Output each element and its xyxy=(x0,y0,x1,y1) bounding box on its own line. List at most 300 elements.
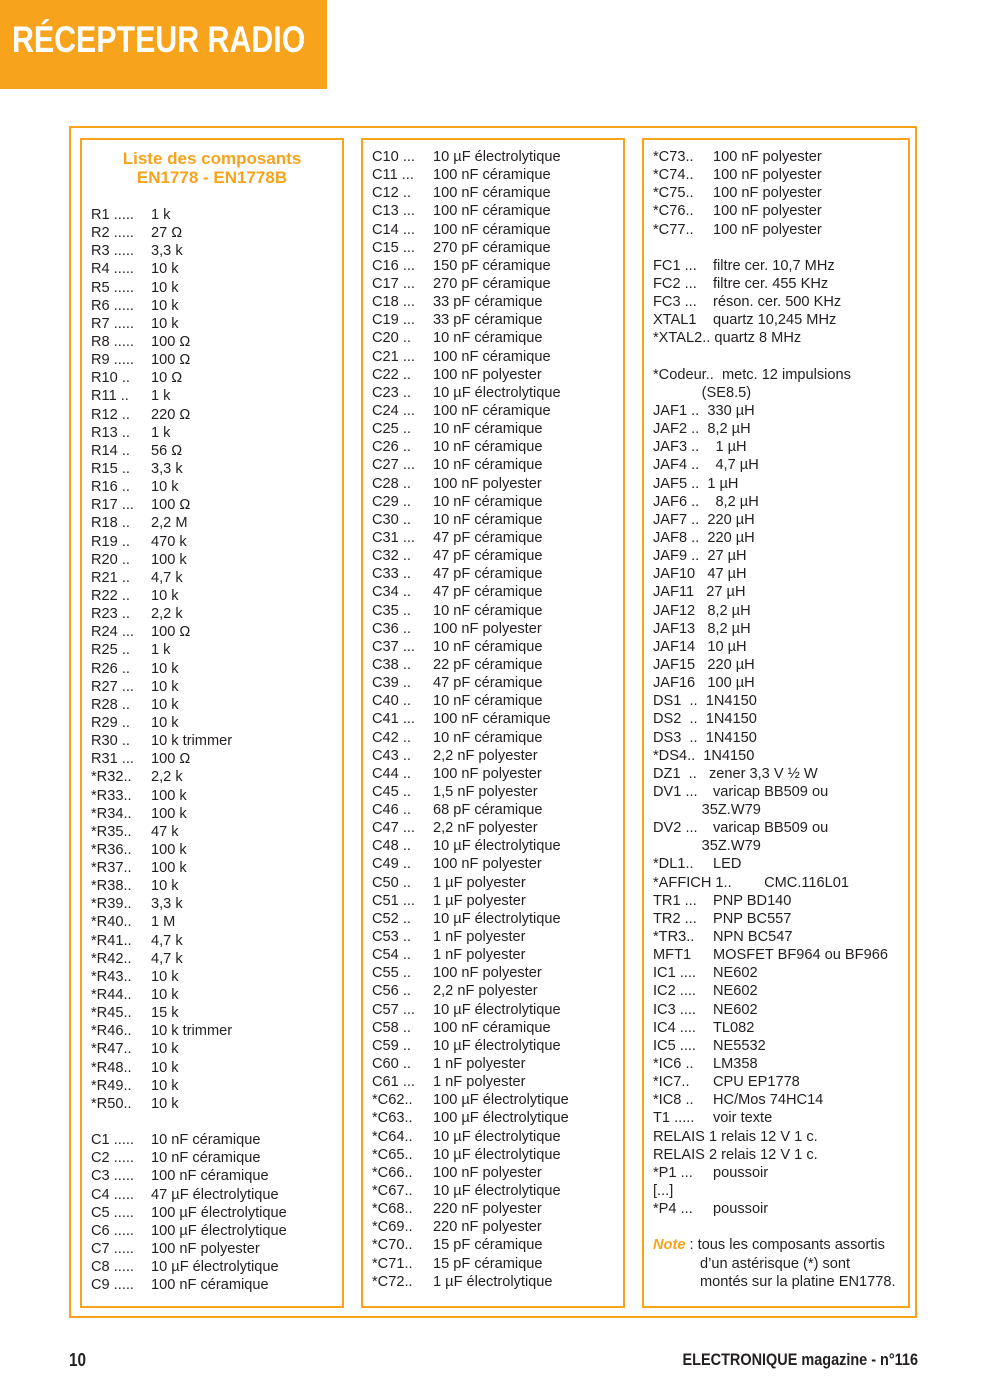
component-value: NE5532 xyxy=(713,1037,766,1054)
component-value: 33 pF céramique xyxy=(433,312,543,329)
component-value: 220 nF polyester xyxy=(433,1201,542,1218)
page-title: RÉCEPTEUR RADIO xyxy=(12,19,306,60)
component-ref: C55 .. xyxy=(372,965,411,982)
list-item xyxy=(91,859,340,877)
component-value: 10 k xyxy=(151,987,179,1004)
component-value: 100 k xyxy=(151,860,187,877)
list-item xyxy=(653,837,906,855)
component-ref: *R41.. xyxy=(91,932,132,949)
component-value: 10 k xyxy=(151,315,179,332)
component-value: 1 nF polyester xyxy=(433,947,526,964)
component-value: 15 pF céramique xyxy=(433,1237,543,1254)
component-ref: R9 ..... xyxy=(91,352,134,369)
list-item xyxy=(653,202,906,220)
list-item xyxy=(653,529,906,547)
component-ref: *C75.. xyxy=(653,185,694,202)
component-value: 2,2 M xyxy=(151,515,188,532)
list-item xyxy=(653,1182,906,1200)
component-value: 10 nF céramique xyxy=(433,330,543,347)
list-item xyxy=(91,406,340,424)
component-value: 10 k xyxy=(151,479,179,496)
component-value: 4,7 k xyxy=(151,950,183,967)
list-item-text: *AFFICH 1.. CMC.116L01 xyxy=(653,874,849,891)
list-item xyxy=(372,565,621,583)
list-item xyxy=(91,351,340,369)
component-value: 10 µF électrolytique xyxy=(433,1183,561,1200)
list-item-text: JAF12 8,2 µH xyxy=(653,602,751,619)
list-item xyxy=(653,275,906,293)
component-value: TL082 xyxy=(713,1019,755,1036)
list-item xyxy=(653,366,906,384)
component-value: 47 pF céramique xyxy=(433,566,543,583)
component-ref: C26 .. xyxy=(372,439,411,456)
component-ref: *C77.. xyxy=(653,221,694,238)
component-value: 100 nF polyester xyxy=(151,1241,260,1258)
list-item xyxy=(91,587,340,605)
component-ref: C19 ... xyxy=(372,312,415,329)
component-value: 10 nF céramique xyxy=(433,493,543,510)
list-item xyxy=(372,456,621,474)
component-ref: C24 ... xyxy=(372,402,415,419)
list-item-text: DS1 .. 1N4150 xyxy=(653,693,757,710)
list-item xyxy=(91,895,340,913)
component-ref: FC2 ... xyxy=(653,275,697,292)
component-value: 10 µF électrolytique xyxy=(433,1001,561,1018)
list-item xyxy=(372,1182,621,1200)
list-item xyxy=(91,714,340,732)
list-item xyxy=(372,184,621,202)
component-ref: *R39.. xyxy=(91,896,132,913)
component-ref: C5 ..... xyxy=(91,1204,134,1221)
component-ref: *C72.. xyxy=(372,1273,413,1290)
component-value: 100 nF polyester xyxy=(713,167,822,184)
list-item xyxy=(91,206,340,224)
component-value: 100 nF polyester xyxy=(433,475,542,492)
component-ref: C59 .. xyxy=(372,1037,411,1054)
list-item xyxy=(372,1037,621,1055)
component-value: 10 k xyxy=(151,261,179,278)
component-ref: *C69.. xyxy=(372,1219,413,1236)
component-value: 1,5 nF polyester xyxy=(433,783,538,800)
list-item xyxy=(372,674,621,692)
component-ref: *IC8 .. xyxy=(653,1092,694,1109)
component-ref: R7 ..... xyxy=(91,315,134,332)
component-value: 47 µF électrolytique xyxy=(151,1186,279,1203)
component-ref: *R45.. xyxy=(91,1005,132,1022)
component-ref: R30 .. xyxy=(91,733,130,750)
list-item xyxy=(372,801,621,819)
list-item xyxy=(372,529,621,547)
component-ref: C22 .. xyxy=(372,366,411,383)
component-ref: C61 ... xyxy=(372,1074,415,1091)
list-item-text: DS3 .. 1N4150 xyxy=(653,729,757,746)
component-ref: C43 .. xyxy=(372,747,411,764)
list-item xyxy=(653,583,906,601)
component-value: quartz 10,245 MHz xyxy=(713,312,837,329)
component-ref: R17 ... xyxy=(91,497,134,514)
component-ref: *C76.. xyxy=(653,203,694,220)
component-value: 100 nF polyester xyxy=(433,856,542,873)
list-item xyxy=(91,478,340,496)
list-item xyxy=(372,1273,621,1291)
component-value: 10 nF céramique xyxy=(433,421,543,438)
list-item xyxy=(372,348,621,366)
component-value: 10 µF électrolytique xyxy=(433,384,561,401)
component-value: 100 nF polyester xyxy=(433,620,542,637)
component-value: 100 nF céramique xyxy=(433,402,551,419)
component-ref: C1 ..... xyxy=(91,1132,134,1149)
component-ref: C17 ... xyxy=(372,275,415,292)
list-item xyxy=(91,877,340,895)
component-value: 1 µF polyester xyxy=(433,892,526,909)
list-item-text: JAF9 .. 27 µH xyxy=(653,548,747,565)
list-item xyxy=(372,239,621,257)
list-item-text: JAF11 27 µH xyxy=(653,584,746,601)
component-ref: C29 .. xyxy=(372,493,411,510)
component-ref: *IC7.. xyxy=(653,1074,690,1091)
list-item xyxy=(372,946,621,964)
list-item xyxy=(372,420,621,438)
component-value: 1 k xyxy=(151,388,171,405)
component-value: 27 Ω xyxy=(151,225,183,242)
component-value: MOSFET BF964 ou BF966 xyxy=(713,947,888,964)
component-ref: *R38.. xyxy=(91,878,132,895)
component-value: 100 nF céramique xyxy=(433,221,551,238)
component-value: 100 µF électrolytique xyxy=(151,1222,287,1239)
list-item xyxy=(91,315,340,333)
component-value: 10 k xyxy=(151,714,179,731)
component-ref: C42 .. xyxy=(372,729,411,746)
list-item xyxy=(372,964,621,982)
list-item xyxy=(653,1164,906,1182)
list-item xyxy=(91,442,340,460)
list-item xyxy=(653,1091,906,1109)
component-ref: C4 ..... xyxy=(91,1186,134,1203)
list-item xyxy=(372,166,621,184)
component-ref: *R37.. xyxy=(91,860,132,877)
list-item xyxy=(372,1001,621,1019)
component-value: 10 Ω xyxy=(151,370,183,387)
component-value: 100 nF polyester xyxy=(433,1164,542,1181)
list-item xyxy=(653,1073,906,1091)
list-item xyxy=(372,1091,621,1109)
component-ref: *R44.. xyxy=(91,987,132,1004)
component-value: 10 µF électrolytique xyxy=(433,1037,561,1054)
list-item xyxy=(653,184,906,202)
list-item xyxy=(91,333,340,351)
note-text: d’un astérisque (*) sont xyxy=(700,1255,851,1272)
component-value: 100 nF céramique xyxy=(151,1168,269,1185)
list-item xyxy=(372,1164,621,1182)
component-ref: R24 ... xyxy=(91,624,134,641)
component-ref: *C70.. xyxy=(372,1237,413,1254)
component-ref: IC4 .... xyxy=(653,1019,696,1036)
component-ref: R26 .. xyxy=(91,660,130,677)
list-item xyxy=(372,910,621,928)
component-ref: C20 .. xyxy=(372,330,411,347)
list-item xyxy=(653,801,906,819)
component-ref: R19 .. xyxy=(91,533,130,550)
list-item xyxy=(653,747,906,765)
component-ref: IC3 .... xyxy=(653,1001,696,1018)
list-item xyxy=(372,493,621,511)
list-item-text: 35Z.W79 xyxy=(653,802,761,819)
list-item xyxy=(91,678,340,696)
component-value: 1 k xyxy=(151,207,171,223)
list-item xyxy=(653,311,906,329)
component-ref: C21 ... xyxy=(372,348,415,365)
component-ref: *C68.. xyxy=(372,1201,413,1218)
component-ref: C46 .. xyxy=(372,802,411,819)
list-item-text: 35Z.W79 xyxy=(653,838,761,855)
list-spacer xyxy=(91,1113,340,1131)
component-value: 220 Ω xyxy=(151,406,191,423)
component-value: réson. cer. 500 KHz xyxy=(713,294,842,311)
component-value: 2,2 k xyxy=(151,769,183,786)
component-value: 47 k xyxy=(151,823,179,840)
list-item xyxy=(653,402,906,420)
list-item xyxy=(91,1131,340,1149)
component-value: 100 nF céramique xyxy=(433,711,551,728)
list-item xyxy=(653,257,906,275)
list-item xyxy=(91,533,340,551)
component-ref: IC1 .... xyxy=(653,965,696,982)
list-item xyxy=(653,438,906,456)
list-item xyxy=(91,1276,340,1294)
component-ref: *C66.. xyxy=(372,1164,413,1181)
component-value: 56 Ω xyxy=(151,442,183,459)
component-ref: C37 ... xyxy=(372,638,415,655)
list-item xyxy=(653,1109,906,1127)
list-item xyxy=(91,551,340,569)
component-value: 100 µF électrolytique xyxy=(433,1092,569,1109)
list-item xyxy=(653,892,906,910)
list-item xyxy=(372,293,621,311)
list-item xyxy=(372,511,621,529)
list-item xyxy=(91,787,340,805)
component-ref: C60 .. xyxy=(372,1056,411,1073)
list-item-text: *Codeur.. metc. 12 impulsions xyxy=(653,366,851,383)
component-value: 1 k xyxy=(151,642,171,659)
note-line xyxy=(653,1255,906,1273)
list-item xyxy=(91,805,340,823)
component-ref: C16 ... xyxy=(372,257,415,274)
list-item xyxy=(372,1055,621,1073)
component-value: 2,2 k xyxy=(151,606,183,623)
list-item xyxy=(91,1149,340,1167)
list-spacer xyxy=(653,1218,906,1236)
component-ref: *IC6 .. xyxy=(653,1056,694,1073)
header-banner xyxy=(0,0,327,89)
list-item xyxy=(653,420,906,438)
component-value: 10 k xyxy=(151,968,179,985)
list-item-text: DZ1 .. zener 3,3 V ½ W xyxy=(653,765,818,782)
component-value: 100 k xyxy=(151,841,187,858)
component-value: 1 M xyxy=(151,914,176,931)
component-ref: *R50.. xyxy=(91,1095,132,1112)
component-value: filtre cer. 455 KHz xyxy=(713,275,829,292)
list-item xyxy=(653,329,906,347)
component-value: 2,2 nF polyester xyxy=(433,747,538,764)
component-value: 3,3 k xyxy=(151,243,183,260)
component-ref: C34 .. xyxy=(372,584,411,601)
component-value: 10 k trimmer xyxy=(151,733,233,750)
list-item xyxy=(91,1204,340,1222)
list-item xyxy=(653,819,906,837)
component-ref: R20 .. xyxy=(91,551,130,568)
list-item xyxy=(372,148,621,166)
list-item xyxy=(653,1037,906,1055)
component-ref: TR1 ... xyxy=(653,892,697,909)
component-value: 100 µF électrolytique xyxy=(433,1110,569,1127)
component-ref: MFT1 xyxy=(653,947,692,964)
list-item xyxy=(91,387,340,405)
list-item xyxy=(653,293,906,311)
list-item xyxy=(653,1128,906,1146)
list-item xyxy=(372,982,621,1000)
component-value: 1 nF polyester xyxy=(433,929,526,946)
list-item xyxy=(372,747,621,765)
list-item xyxy=(91,1040,340,1058)
list-item xyxy=(372,837,621,855)
list-item xyxy=(91,224,340,242)
component-value: PNP BD140 xyxy=(713,892,792,909)
component-value: 100 nF polyester xyxy=(433,965,542,982)
list-item xyxy=(653,964,906,982)
component-value: 10 nF céramique xyxy=(433,729,543,746)
component-ref: DV1 ... xyxy=(653,783,698,800)
component-ref: C47 ... xyxy=(372,820,415,837)
component-ref: *C63.. xyxy=(372,1110,413,1127)
list-item xyxy=(91,1022,340,1040)
component-value: NE602 xyxy=(713,965,758,982)
list-item xyxy=(91,986,340,1004)
component-ref: C11 ... xyxy=(372,167,414,184)
component-ref: *R35.. xyxy=(91,823,132,840)
component-ref: *R33.. xyxy=(91,787,132,804)
component-ref: C32 .. xyxy=(372,548,411,565)
component-ref: C41 ... xyxy=(372,711,415,728)
component-ref: *DL1.. xyxy=(653,856,694,873)
component-value: 10 µF électrolytique xyxy=(433,910,561,927)
list-item xyxy=(372,1073,621,1091)
component-value: 3,3 k xyxy=(151,896,183,913)
component-ref: C14 ... xyxy=(372,221,415,238)
components-list-title xyxy=(82,149,342,187)
list-item xyxy=(372,656,621,674)
list-item xyxy=(91,950,340,968)
list-item xyxy=(372,729,621,747)
list-item xyxy=(372,783,621,801)
component-value: 47 pF céramique xyxy=(433,584,543,601)
list-item xyxy=(372,874,621,892)
component-ref: C45 .. xyxy=(372,783,411,800)
component-value: 10 k xyxy=(151,696,179,713)
component-value: varicap BB509 ou xyxy=(713,820,829,837)
component-ref: R25 .. xyxy=(91,642,130,659)
list-item-text: RELAIS 1 relais 12 V 1 c. xyxy=(653,1128,818,1145)
list-item xyxy=(372,1019,621,1037)
component-value: 100 nF céramique xyxy=(433,185,551,202)
component-ref: R5 ..... xyxy=(91,279,134,296)
component-value: 100 Ω xyxy=(151,624,191,641)
list-item xyxy=(372,311,621,329)
list-item xyxy=(653,565,906,583)
list-item-text: JAF4 .. 4,7 µH xyxy=(653,457,759,474)
list-item xyxy=(372,1236,621,1254)
component-ref: C50 .. xyxy=(372,874,411,891)
component-value: 10 nF céramique xyxy=(433,602,543,619)
component-ref: R2 ..... xyxy=(91,225,134,242)
component-value: 33 pF céramique xyxy=(433,294,543,311)
note-text: montés sur la platine EN1778. xyxy=(700,1273,896,1290)
component-ref: R22 .. xyxy=(91,587,130,604)
list-item xyxy=(372,257,621,275)
component-value: 10 µF électrolytique xyxy=(433,1128,561,1145)
component-value: 4,7 k xyxy=(151,932,183,949)
component-ref: C12 .. xyxy=(372,185,411,202)
component-value: 100 k xyxy=(151,805,187,822)
component-ref: R31 ... xyxy=(91,751,134,768)
component-value: 100 nF polyester xyxy=(433,366,542,383)
list-item xyxy=(372,819,621,837)
list-item xyxy=(372,1128,621,1146)
list-item-text: JAF6 .. 8,2 µH xyxy=(653,493,759,510)
list-item-text: JAF14 10 µH xyxy=(653,638,747,655)
component-ref: *R32.. xyxy=(91,769,132,786)
component-list-1 xyxy=(91,206,340,1294)
components-column-3 xyxy=(642,138,910,1308)
list-item-text: JAF8 .. 220 µH xyxy=(653,529,755,546)
component-ref: *R49.. xyxy=(91,1077,132,1094)
component-ref: C38 .. xyxy=(372,656,411,673)
component-ref: C48 .. xyxy=(372,838,411,855)
component-ref: T1 ..... xyxy=(653,1110,695,1127)
component-ref: C2 ..... xyxy=(91,1150,134,1167)
list-item xyxy=(91,623,340,641)
component-value: 10 nF céramique xyxy=(151,1132,261,1149)
list-item xyxy=(91,369,340,387)
list-item xyxy=(91,569,340,587)
list-item-text: JAF16 100 µH xyxy=(653,675,755,692)
component-value: LM358 xyxy=(713,1056,758,1073)
component-ref: *R43.. xyxy=(91,968,132,985)
component-ref: *R36.. xyxy=(91,841,132,858)
list-item xyxy=(372,547,621,565)
list-item xyxy=(91,242,340,260)
component-ref: R8 ..... xyxy=(91,333,134,350)
component-list-2 xyxy=(372,148,621,1291)
component-value: 100 nF céramique xyxy=(433,1019,551,1036)
component-ref: C23 .. xyxy=(372,384,411,401)
list-item xyxy=(372,638,621,656)
component-value: NE602 xyxy=(713,983,758,1000)
component-value: HC/Mos 74HC14 xyxy=(713,1092,824,1109)
component-value: 15 k xyxy=(151,1005,179,1022)
component-ref: *R42.. xyxy=(91,950,132,967)
component-ref: C18 ... xyxy=(372,294,415,311)
component-value: 220 nF polyester xyxy=(433,1219,542,1236)
component-value: 100 nF céramique xyxy=(433,348,551,365)
list-spacer xyxy=(653,239,906,257)
list-item xyxy=(91,841,340,859)
component-ref: R18 .. xyxy=(91,515,130,532)
list-item xyxy=(653,855,906,873)
component-value: 2,2 nF polyester xyxy=(433,983,538,1000)
component-ref: R27 ... xyxy=(91,678,134,695)
component-value: 100 nF polyester xyxy=(713,149,822,165)
component-ref: *R46.. xyxy=(91,1023,132,1040)
